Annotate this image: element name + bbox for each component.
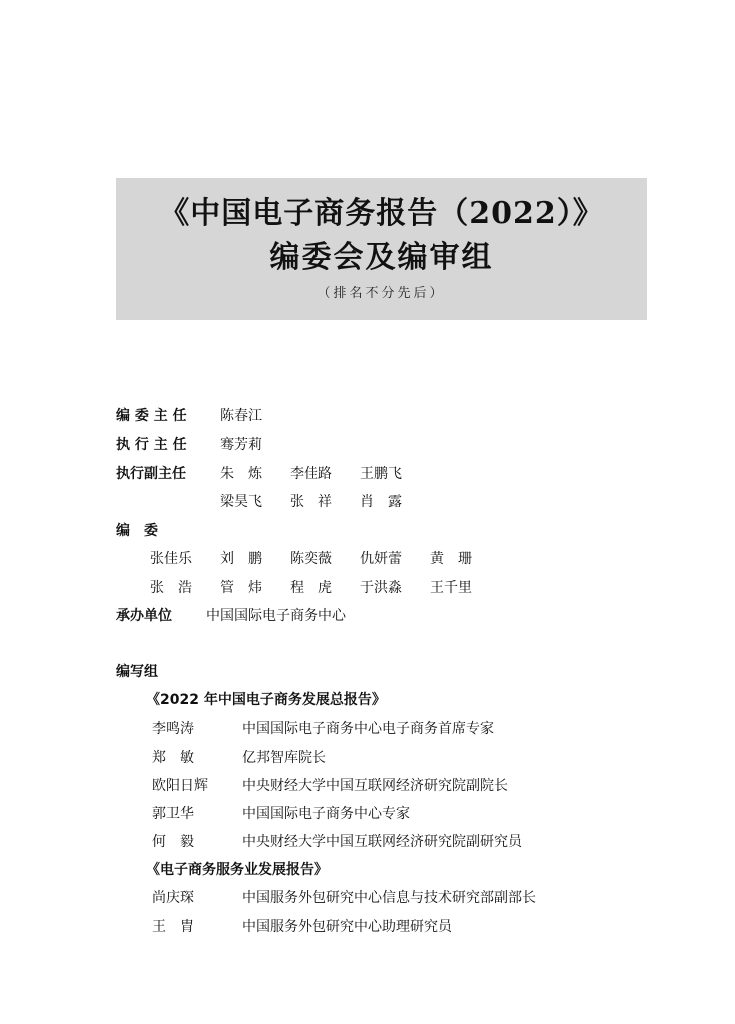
exec-name: 骞芳莉 bbox=[220, 437, 262, 453]
committee-title: 编委会及编审组 bbox=[269, 240, 494, 275]
member-name: 黄 珊 bbox=[430, 551, 472, 567]
member-name: 王千里 bbox=[430, 580, 472, 596]
author-role: 中央财经大学中国互联网经济研究院副院长 bbox=[242, 778, 508, 794]
host-label: 承办单位 bbox=[116, 608, 172, 624]
member-name: 张佳乐 bbox=[150, 551, 192, 567]
ordering-note: （排名不分先后） bbox=[317, 286, 446, 301]
deputy-name: 肖 露 bbox=[360, 494, 402, 510]
section-title: 《电子商务服务业发展报告》 bbox=[146, 862, 328, 878]
title-banner bbox=[116, 178, 647, 320]
author-role: 中国国际电子商务中心专家 bbox=[242, 806, 410, 822]
author-role: 中国服务外包研究中心助理研究员 bbox=[242, 919, 452, 935]
author-name: 李鸣涛 bbox=[152, 721, 194, 737]
member-name: 刘 鹏 bbox=[220, 551, 262, 567]
author-name: 何 毅 bbox=[152, 834, 194, 850]
member-name: 张 浩 bbox=[150, 580, 192, 596]
author-role: 中央财经大学中国互联网经济研究院副研究员 bbox=[242, 834, 522, 850]
writing-group-label: 编写组 bbox=[116, 664, 158, 680]
author-role: 中国服务外包研究中心信息与技术研究部副部长 bbox=[242, 890, 536, 906]
deputy-name: 张 祥 bbox=[290, 494, 332, 510]
section-title: 《2022 年中国电子商务发展总报告》 bbox=[146, 692, 386, 708]
chair-label: 编 委 主 任 bbox=[116, 408, 187, 424]
author-role: 亿邦智库院长 bbox=[242, 750, 326, 766]
member-name: 于洪淼 bbox=[360, 580, 402, 596]
author-name: 郑 敏 bbox=[152, 750, 194, 766]
author-name: 尚庆琛 bbox=[152, 890, 194, 906]
deputy-name: 王鹏飞 bbox=[360, 466, 402, 482]
member-name: 仇妍蕾 bbox=[360, 551, 402, 567]
chair-name: 陈春江 bbox=[220, 408, 262, 424]
exec-label: 执 行 主 任 bbox=[116, 437, 187, 453]
member-name: 陈奕薇 bbox=[290, 551, 332, 567]
author-role: 中国国际电子商务中心电子商务首席专家 bbox=[242, 721, 494, 737]
deputy-name: 李佳路 bbox=[290, 466, 332, 482]
host-name: 中国国际电子商务中心 bbox=[206, 608, 346, 624]
deputy-name: 朱 炼 bbox=[220, 466, 262, 482]
deputy-name: 梁昊飞 bbox=[220, 494, 262, 510]
deputy-label: 执行副主任 bbox=[116, 466, 186, 482]
members-label: 编 委 bbox=[116, 523, 158, 539]
member-name: 程 虎 bbox=[290, 580, 332, 596]
author-name: 王 胄 bbox=[152, 919, 194, 935]
report-title: 《中国电子商务报告（2022）》 bbox=[159, 196, 604, 231]
author-name: 郭卫华 bbox=[152, 806, 194, 822]
author-name: 欧阳日辉 bbox=[152, 778, 208, 794]
member-name: 管 炜 bbox=[220, 580, 262, 596]
